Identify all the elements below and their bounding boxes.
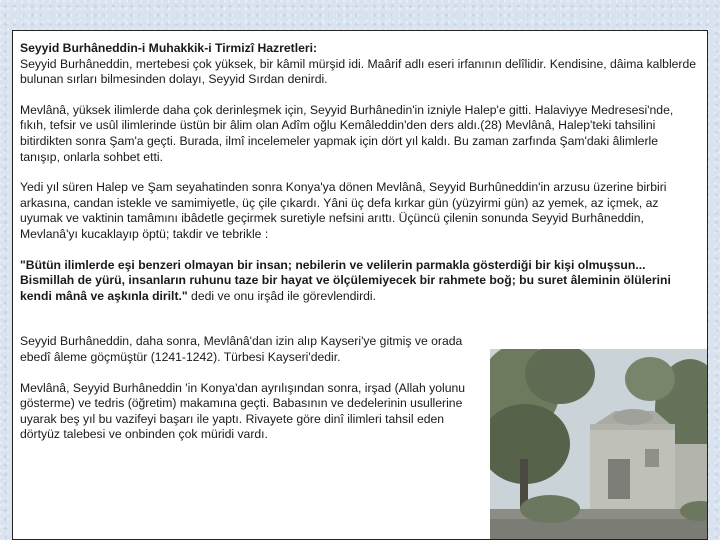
slide-text-panel bbox=[12, 30, 708, 540]
tomb-photo bbox=[490, 349, 708, 540]
paragraph-quote bbox=[20, 258, 700, 305]
paragraph-cile: Yedi yıl süren Halep ve Şam seyahatinden sonra Konya'ya dönen Mevlânâ, Seyyid Burhûneddin'in arzusu üzerine birbiri arkasına, candan istekle ve samimiyetle, üç çile çıkardı. Yâni üç defa kırkar gün (yüzyirmi gün) az yemek, az içmek, az uyumak ve vaktinin tamâmını ibâdetle geçirmek suretiyle nefsini arıttı. Üçüncü çilenin sonunda Seyyid Burhâneddin, Mevlanâ'yı kucaklayıp öptü; takdir ve tebrikle : bbox=[20, 180, 667, 241]
paragraph-intro: Seyyid Burhâneddin, mertebesi çok yüksek, bir kâmil mürşid idi. Maârif adlı eseri irfanının delîlidir. Kendisine, dâima kalblerde bulunan sırları bilmesinden dolayı, Seyyid Sırdan denirdi. bbox=[20, 56, 697, 87]
paragraph-kayseri: Seyyid Burhâneddin, daha sonra, Mevlânâ'dan izin alıp Kayseri'ye gitmiş ve orada ebedî âleme göçmüştür (1241-1242). Türbesi Kayseri'dedir. bbox=[20, 334, 463, 364]
quote-tail: dedi ve onu irşâd ile görevlendirdi. bbox=[187, 288, 377, 303]
paragraph-halep-sam: Mevlânâ, yüksek ilimlerde daha çok derinleşmek için, Seyyid Burhânedin'in izniyle Halep'e gitti. Halaviyye Medresesi'nde, fıkıh, tefsir ve usûl ilimlerinde üstün bir âlim olan Adîm oğlu Kemâleddin'den ders aldı.(28) Mevlânâ, Halep'teki tahsilini bitirdikten sonra Şam'a geçti. Burada, ilmî incelemeler yapmak için dört yıl kaldı. Bu zaman zarfında Şam'daki âlimlerle tanışıp, onlarla sohbet etti. bbox=[20, 102, 674, 164]
paragraph-irsad: Mevlânâ, Seyyid Burhâneddin 'in Konya'dan ayrılışından sonra, irşad (Allah yolunu gösterme) ve tedris (öğretim) makamına geçti. Babasının ve dedelerinin usullerine uyarak beş yıl bu vazifeyi başarı ile yaptı. Rivayete göre dinî ilimleri tahsil eden dörtyüz talebesi ve onbinden çok müridi vardı. bbox=[20, 380, 466, 442]
quote-text: "Bütün ilimlerde eşi benzeri olmayan bir insan; nebilerin ve velilerin parmakla gösterdiği bir kişi olmuşsun... Bismillah de yürü, insanların ruhunu taze bir hayat ve ölçülemiyecek bir rahmete boğ; bu suret âleminin ölülerini kendi mânâ ve aşkınla dirilt." bbox=[20, 257, 671, 303]
section-heading: Seyyid Burhâneddin-i Muhakkik-i Tirmizî Hazretleri: bbox=[20, 41, 318, 55]
tomb-photo-image bbox=[490, 349, 708, 540]
